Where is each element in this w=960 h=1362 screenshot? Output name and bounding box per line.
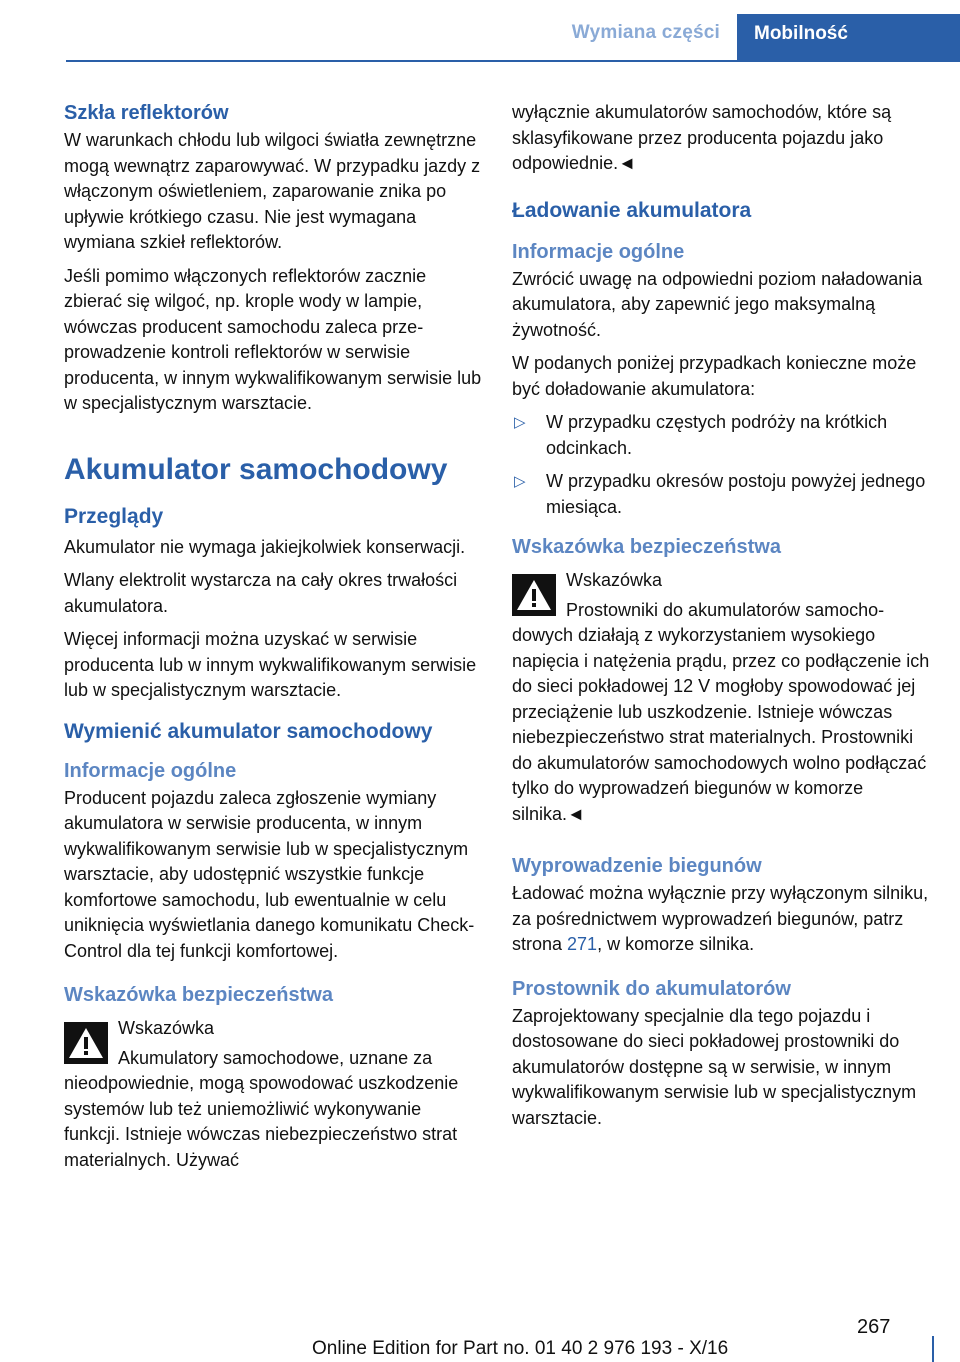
heading-safety-note: Wskazówka bezpieczeństwa bbox=[512, 536, 781, 558]
paragraph: Więcej informacji można uzyskać w serwisie producenta lub w innym wykwalifikowanym serwisie lub w specjalistycznym warsztacie. bbox=[64, 629, 477, 700]
list-item: ▷ W przypadku okresów postoju powyżej jednego miesiąca. bbox=[514, 471, 926, 517]
page-reference-link[interactable]: 271 bbox=[567, 934, 598, 954]
warning-label: Wskazówka bbox=[118, 1018, 215, 1038]
heading-charging-battery: Ładowanie akumulatora bbox=[512, 198, 752, 222]
heading-battery-terminals: Wyprowadzenie biegunów bbox=[512, 855, 762, 877]
warning-triangle-icon bbox=[512, 574, 556, 616]
paragraph: Zwrócić uwagę na odpowiedni poziom naładowania akumulatora, aby zapewnić jego maksymalną żywotność. bbox=[512, 268, 923, 340]
paragraph: Ładować można wyłącznie przy wyłączonym silniku, za pośrednictwem wyprowadzeń biegunów, patrz strona 271, w komorze silnika. bbox=[512, 883, 929, 954]
paragraph: Zaprojektowany specjalnie dla tego pojazdu i dostosowane do sieci pokładowej prostowniki do akumulatorów dostępne są w serwisie, w innym wykwalifikowanym serwisie lub w specjalistycznym warsztacie. bbox=[512, 1005, 917, 1128]
left-column bbox=[64, 100, 482, 1177]
right-column bbox=[512, 100, 930, 1139]
heading-car-battery: Akumulator samochodowy bbox=[64, 452, 448, 486]
warning-text: Prostowniki do akumulatorów samochodowych działają z wykorzystaniem wysokiego napięcia i natężenia prądu, przez co podłączenie ich do sieci pokładowej 12 V mogłoby spowodować jej przeciążenie lub uszkodzenie. Istnieje wówczas niebezpieczeństwo strat materialnych. Prostowniki do akumulatorów samochodowych wolno podłączać tylko do wyprowadzeń biegunów w komorze silnika.◄ bbox=[512, 599, 930, 824]
paragraph: Jeśli pomimo włączonych reflektorów zacznie zbierać się wilgoć, np. krople wody w lampie, wówczas producent samochodu zaleca przeprowadzenie kontroli reflektorów w serwisie producenta, w innym wykwalifikowanym serwisie lub w specjalistycznym warsztacie. bbox=[64, 265, 482, 413]
heading-battery-charger: Prostownik do akumulatorów bbox=[512, 977, 791, 1000]
heading-replace-battery: Wymienić akumulator samochodowy bbox=[64, 719, 433, 743]
heading-safety-note: Wskazówka bezpieczeństwa bbox=[64, 984, 333, 1006]
page-number: 267 bbox=[857, 1316, 891, 1338]
paragraph: Akumulator nie wymaga jakiejkolwiek konserwacji. bbox=[64, 536, 466, 557]
footer-rule bbox=[932, 1336, 934, 1362]
heading-headlight-glass: Szkła reflektorów bbox=[64, 102, 229, 124]
warning-block bbox=[64, 1016, 482, 1177]
section-title: Wymiana części bbox=[571, 22, 720, 43]
page-header bbox=[0, 0, 960, 62]
paragraph: W warunkach chłodu lub wilgoci światła zewnętrzne mogą wewnątrz zaparowywać. W przypadku jazdy z włączonym oświetleniem, zaparowanie znika po upływie krótkiego czasu. Nie jest wymagana wymiana szkieł reflektorów. bbox=[64, 130, 481, 252]
list-item: ▷ W przypadku częstych podróży na krótkich odcinkach. bbox=[514, 412, 888, 458]
footer-edition: Online Edition for Part no. 01 40 2 976 193 - X/16 bbox=[312, 1338, 729, 1359]
bullet-triangle-icon: ▷ bbox=[514, 414, 526, 431]
header-rule bbox=[66, 60, 960, 62]
warning-block bbox=[512, 568, 930, 831]
heading-general-info: Informacje ogólne bbox=[64, 759, 237, 782]
heading-inspections: Przeglądy bbox=[64, 504, 164, 528]
chapter-tab: Mobilność bbox=[737, 14, 960, 62]
paragraph: Wlany elektrolit wystarcza na cały okres trwałości akumulatora. bbox=[64, 570, 458, 616]
bullet-triangle-icon: ▷ bbox=[514, 473, 526, 490]
paragraph-continued: wyłącznie akumulatorów samochodów, które są sklasyfikowane przez producenta pojazdu jako odpowiednie.◄ bbox=[512, 102, 892, 173]
heading-general-info: Informacje ogólne bbox=[512, 240, 685, 263]
warning-text: Akumulatory samochodowe, uznane za nieodpowiednie, mogą spowodować uszkodzenie systemów lub też uniemożliwić wykonywanie funkcji. Istnieje wówczas niebezpieczeństwo strat materialnych. Używać bbox=[64, 1047, 459, 1170]
warning-label: Wskazówka bbox=[566, 570, 663, 590]
bullet-list bbox=[512, 410, 930, 520]
paragraph: Producent pojazdu zaleca zgłoszenie wymiany akumulatora w serwisie producenta, w innym wykwalifikowanym serwisie lub w specjalistycznym warsztacie, aby udostępnić wszystkie funkcje komfortowe samochodu, lub ewentualnie w celu uniknięcia wyświetlania danego komunikatu Check-Control dla tej funkcji komfortowej. bbox=[64, 787, 475, 961]
paragraph: W podanych poniżej przypadkach konieczne może być doładowanie akumulatora: bbox=[512, 353, 917, 399]
warning-triangle-icon bbox=[64, 1022, 108, 1064]
